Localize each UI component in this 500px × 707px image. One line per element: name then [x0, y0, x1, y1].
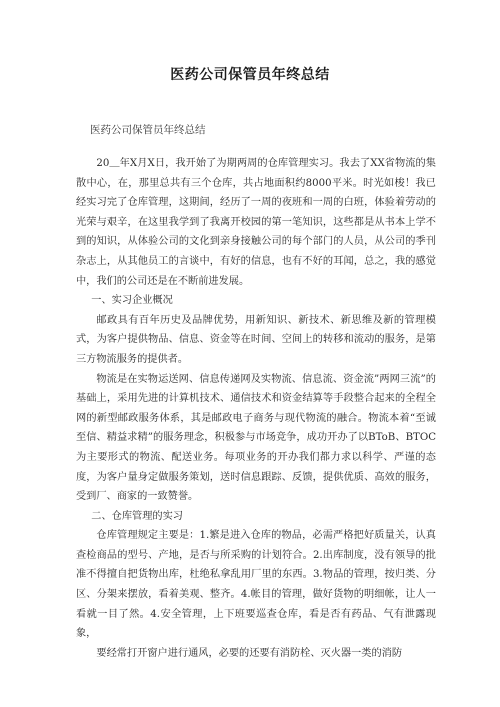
section-heading-warehouse-internship: 二、仓库管理的实习 [91, 510, 183, 522]
paragraph-ventilation: 要经常打开窗户进行通风，必要的还要有消防栓、灭火器一类的消防 [96, 647, 403, 659]
paragraph-intro: 20＿年X月X日，我开始了为期两周的仓库管理实习。我去了XX省物流的集散中心，在，那里总共有三个仓库，共占地面积约8000平米。时光如梭！我已经实习完了仓库管理，这期间，经历了一周的夜班和一周的白班，体验着劳动的光荣与艰辛，在这里我学到了我离开校园的第一笔知识，这些都是从书本上学不到的知识，从体验公司的文化到亲身接触公司的每个部门的人员，从公司的季刊杂志上，从其他员工的言谈中，有好的信息，也有不好的耳闻，总之，我的感觉中，我们的公司还是在不断前进发展。 [76, 158, 436, 287]
paragraph-postal-overview: 邮政具有百年历史及品牌优势，用新知识、新技术、新思维及新的管理模式，为客户提供物品、信息、资金等在时间、空间上的转移和流动的服务，是第三方物流服务的提供者。 [76, 314, 436, 365]
document-body [76, 154, 436, 663]
paragraph-logistics-system: 物流是在实物运送网、信息传递网及实物流、信息流、资金流”两网三流”的基础上，采用先进的计算机技术、通信技术和资金结算等手段整合起来的全程全网的新型邮政服务体系，其是邮政电子商务与现代物流的融合。物流本着“至诚至信、精益求精”的服务理念，积极参与市场竞争，成功开办了以BToB、BTOC为主要形式的物流、配送业务。每项业务的开办我们都力求以科学、严谨的态度，为客户量身定做服务策划，送时信息跟踪、反馈，提供优质、高效的服务，受到厂、商家的一致赞誉。 [76, 373, 436, 503]
document-title: 医药公司保管员年终总结 [170, 67, 330, 83]
section-heading-company-overview: 一、实习企业概况 [91, 295, 173, 307]
paragraph-warehouse-rules: 仓库管理规定主要是：1.繁是进入仓库的物品，必需严格把好质量关，认真查检商品的型号、产地，是否与所采购的计划符合。2.出库制度，没有领导的批准不得擅自把货物出库，杜绝私拿乱用厂里的东西。3.物品的管理，按归类、分区、分架来摆放，看着美观、整齐。4.帐目的管理，做好货物的明细帐，让人一看就一目了然。4.安全管理，上下班要巡查仓库，看是否有药品、气有泄露现象， [76, 530, 436, 640]
document-subtitle: 医药公司保管员年终总结 [90, 124, 206, 136]
